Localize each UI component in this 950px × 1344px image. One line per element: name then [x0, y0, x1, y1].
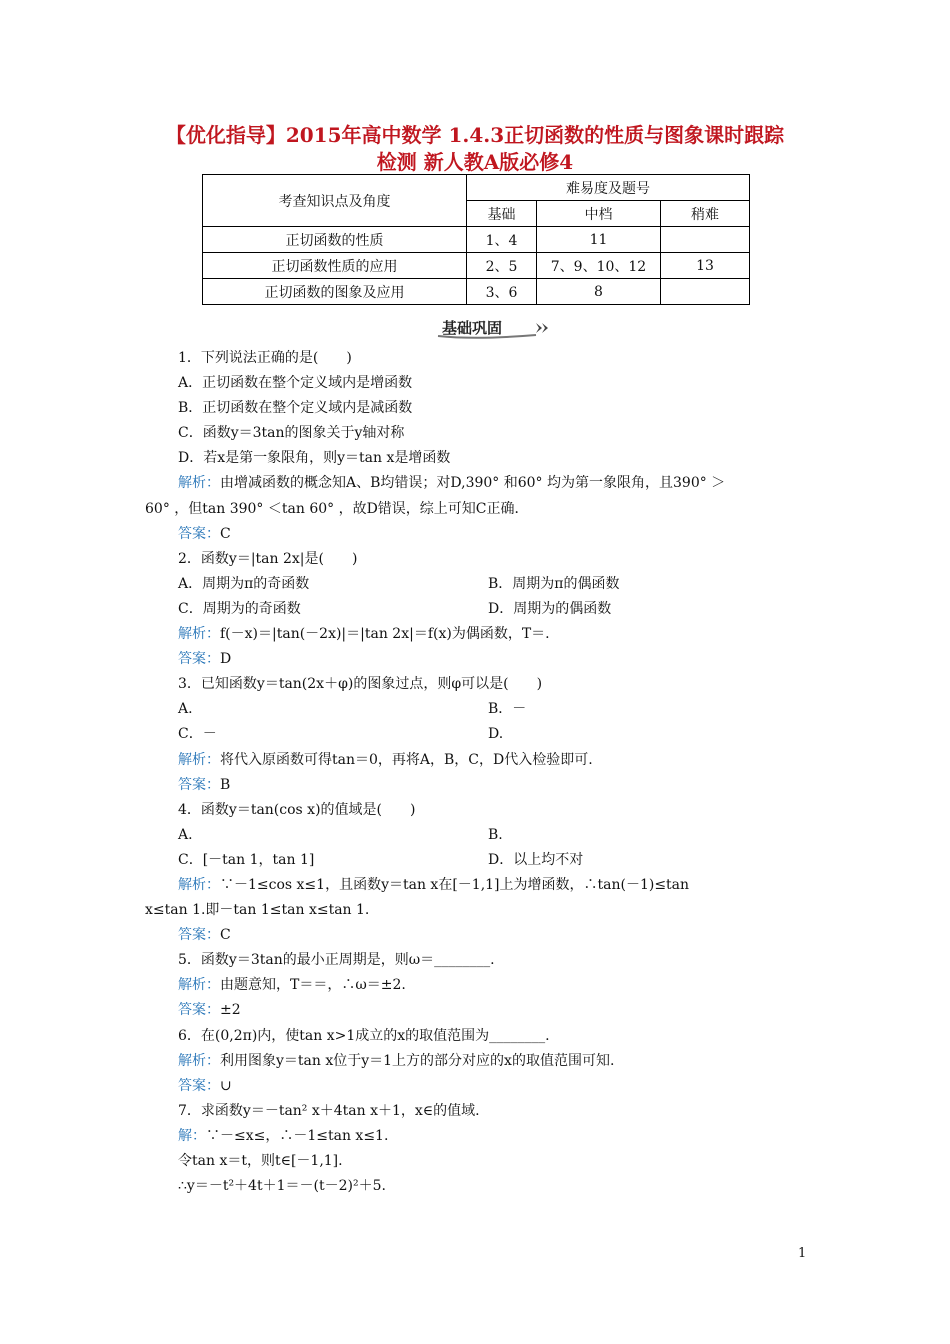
q5-analysis [145, 973, 815, 998]
q6-analysis-text: 利用图象y＝tan x位于y＝1上方的部分对应的x的取值范围可知. [220, 1052, 615, 1069]
q3-analysis-text: 将代入原函数可得tan＝0，再将A，B，C，D代入检验即可. [220, 751, 593, 768]
q3-options-ab [145, 697, 815, 722]
q5-answer-value: ±2 [220, 1002, 241, 1019]
q3-option-d: D. [488, 726, 504, 743]
q7-solution-1 [145, 1124, 815, 1149]
table-cell-basic: 1、4 [467, 227, 537, 253]
q3-options-cd [145, 722, 815, 747]
q1-option-a: A．正切函数在整个定义域内是增函数 [178, 375, 413, 392]
q4-analysis-cont: x≤tan 1.即－tan 1≤tan x≤tan 1. [145, 902, 370, 919]
analysis-label: 解析： [178, 1052, 220, 1069]
q1-answer-value: C [220, 525, 231, 542]
q5-answer [145, 998, 815, 1023]
title-line-2: 检测 新人教A版必修4 [376, 150, 574, 174]
q3-option-c: C．－ [178, 726, 217, 743]
table-row [203, 279, 750, 305]
q1-analysis-cont: 60° ，但tan 390° ＜tan 60° ，故D错误，综上可知C正确． [145, 500, 529, 517]
q2-options-cd [145, 597, 815, 622]
answer-label: 答案： [178, 651, 220, 668]
table-cell-basic: 3、6 [467, 279, 537, 305]
q3-stem: 3．已知函数y＝tan(2x＋φ)的图象过点，则φ可以是( ) [178, 676, 543, 693]
q4-analysis-text-1: ∵－1≤cos x≤1，且函数y＝tan x在[－1,1]上为增函数，∴tan(－1)≤tan [220, 876, 690, 893]
table-level-medium: 中档 [537, 201, 661, 227]
q4-option-c: C．[－tan 1，tan 1] [178, 851, 315, 868]
q2-answer [145, 647, 815, 672]
table-cell-medium: 7、9、10、12 [537, 253, 661, 279]
q6-analysis [145, 1049, 815, 1074]
table-cell-basic: 2、5 [467, 253, 537, 279]
table-cell-hard [661, 227, 750, 253]
q7-solution-2: 令tan x＝t，则t∈[－1,1]. [178, 1153, 343, 1169]
q4-options-cd [145, 848, 815, 873]
analysis-label: 解析： [178, 626, 220, 643]
q2-option-c: C．周期为的奇函数 [178, 600, 301, 617]
q3-option-a: A. [178, 701, 193, 718]
q2-option-b: B．周期为π的偶函数 [488, 575, 620, 592]
table-level-hard: 稍难 [661, 201, 750, 227]
q4-option-d: D．以上均不对 [488, 851, 584, 868]
section-banner-text: 基础巩固 [442, 319, 503, 337]
table-cell-hard: 13 [661, 253, 750, 279]
q1-answer [145, 522, 815, 547]
analysis-label: 解析： [178, 977, 220, 994]
q7-solution-text-1: ∵－≤x≤，∴－1≤tan x≤1. [206, 1127, 389, 1144]
table-cell-hard [661, 279, 750, 305]
q1-option-c: C．函数y＝3tan的图象关于y轴对称 [178, 425, 405, 442]
table-cell-topic: 正切函数的性质 [203, 227, 467, 253]
q2-analysis-text: f(－x)＝|tan(－2x)|＝|tan 2x|＝f(x)为偶函数，T＝. [220, 626, 550, 643]
q2-option-d: D．周期为的偶函数 [488, 600, 612, 617]
table-cell-topic: 正切函数的图象及应用 [203, 279, 467, 305]
q1-analysis-text-1: 由增减函数的概念知A、B均错误；对D,390° 和60° 均为第一象限角，且390° ＞ [220, 475, 726, 492]
q6-answer-value: ∪ [220, 1077, 232, 1094]
q2-answer-value: D [220, 651, 232, 668]
table-cell-medium: 11 [537, 227, 661, 253]
table-row [203, 227, 750, 253]
q1-option-d: D．若x是第一象限角，则y＝tan x是增函数 [178, 450, 451, 467]
q7-stem: 7．求函数y＝－tan² x＋4tan x＋1，x∈的值域. [178, 1102, 480, 1119]
table-header-topic: 考查知识点及角度 [203, 175, 467, 227]
q5-analysis-text: 由题意知，T＝＝，∴ω＝±2. [220, 977, 406, 994]
q4-answer-value: C [220, 927, 231, 944]
q3-answer-value: B [220, 776, 231, 793]
answer-label: 答案： [178, 776, 220, 793]
document-title [120, 122, 830, 176]
q4-option-a: A. [178, 826, 193, 843]
q1-option-b: B．正切函数在整个定义域内是减函数 [178, 400, 413, 417]
analysis-label: 解析： [178, 475, 220, 492]
q6-answer [145, 1074, 815, 1099]
analysis-label: 解析： [178, 876, 220, 893]
question-list [145, 346, 815, 1199]
title-line-1: 【优化指导】2015年高中数学 1.4.3正切函数的性质与图象课时跟踪 [165, 123, 785, 147]
answer-label: 答案： [178, 525, 220, 542]
table-cell-topic: 正切函数性质的应用 [203, 253, 467, 279]
q4-answer [145, 923, 815, 948]
q5-stem: 5．函数y＝3tan的最小正周期是，则ω＝________. [178, 952, 495, 969]
q7-solution-3: ∴y＝－t²＋4t＋1＝－(t－2)²＋5. [178, 1178, 386, 1195]
q2-option-a: A．周期为π的奇函数 [178, 575, 310, 592]
q4-option-b: B. [488, 826, 503, 843]
q2-options-ab [145, 572, 815, 597]
answer-label: 答案： [178, 1002, 220, 1019]
answer-label: 答案： [178, 1077, 220, 1094]
page-number: 1 [798, 1246, 807, 1261]
analysis-label: 解析： [178, 751, 220, 768]
table-level-basic: 基础 [467, 201, 537, 227]
table-header-difficulty: 难易度及题号 [467, 175, 750, 201]
table-cell-medium: 8 [537, 279, 661, 305]
q4-analysis [145, 873, 815, 898]
q4-options-ab [145, 823, 815, 848]
q2-analysis [145, 622, 815, 647]
q3-answer [145, 773, 815, 798]
table-row [203, 253, 750, 279]
q1-stem: 1．下列说法正确的是( ) [178, 350, 352, 366]
q4-stem: 4．函数y＝tan(cos x)的值域是( ) [178, 801, 416, 818]
q2-stem: 2．函数y＝|tan 2x|是( ) [178, 550, 358, 567]
q3-option-b: B．－ [488, 701, 527, 718]
section-banner [436, 316, 552, 340]
solution-label: 解： [178, 1127, 206, 1144]
q1-analysis [145, 471, 815, 496]
q6-stem: 6．在(0,2π)内，使tan x>1成立的x的取值范围为________. [178, 1027, 550, 1044]
knowledge-table [202, 174, 750, 305]
q3-analysis [145, 748, 815, 773]
answer-label: 答案： [178, 927, 220, 944]
